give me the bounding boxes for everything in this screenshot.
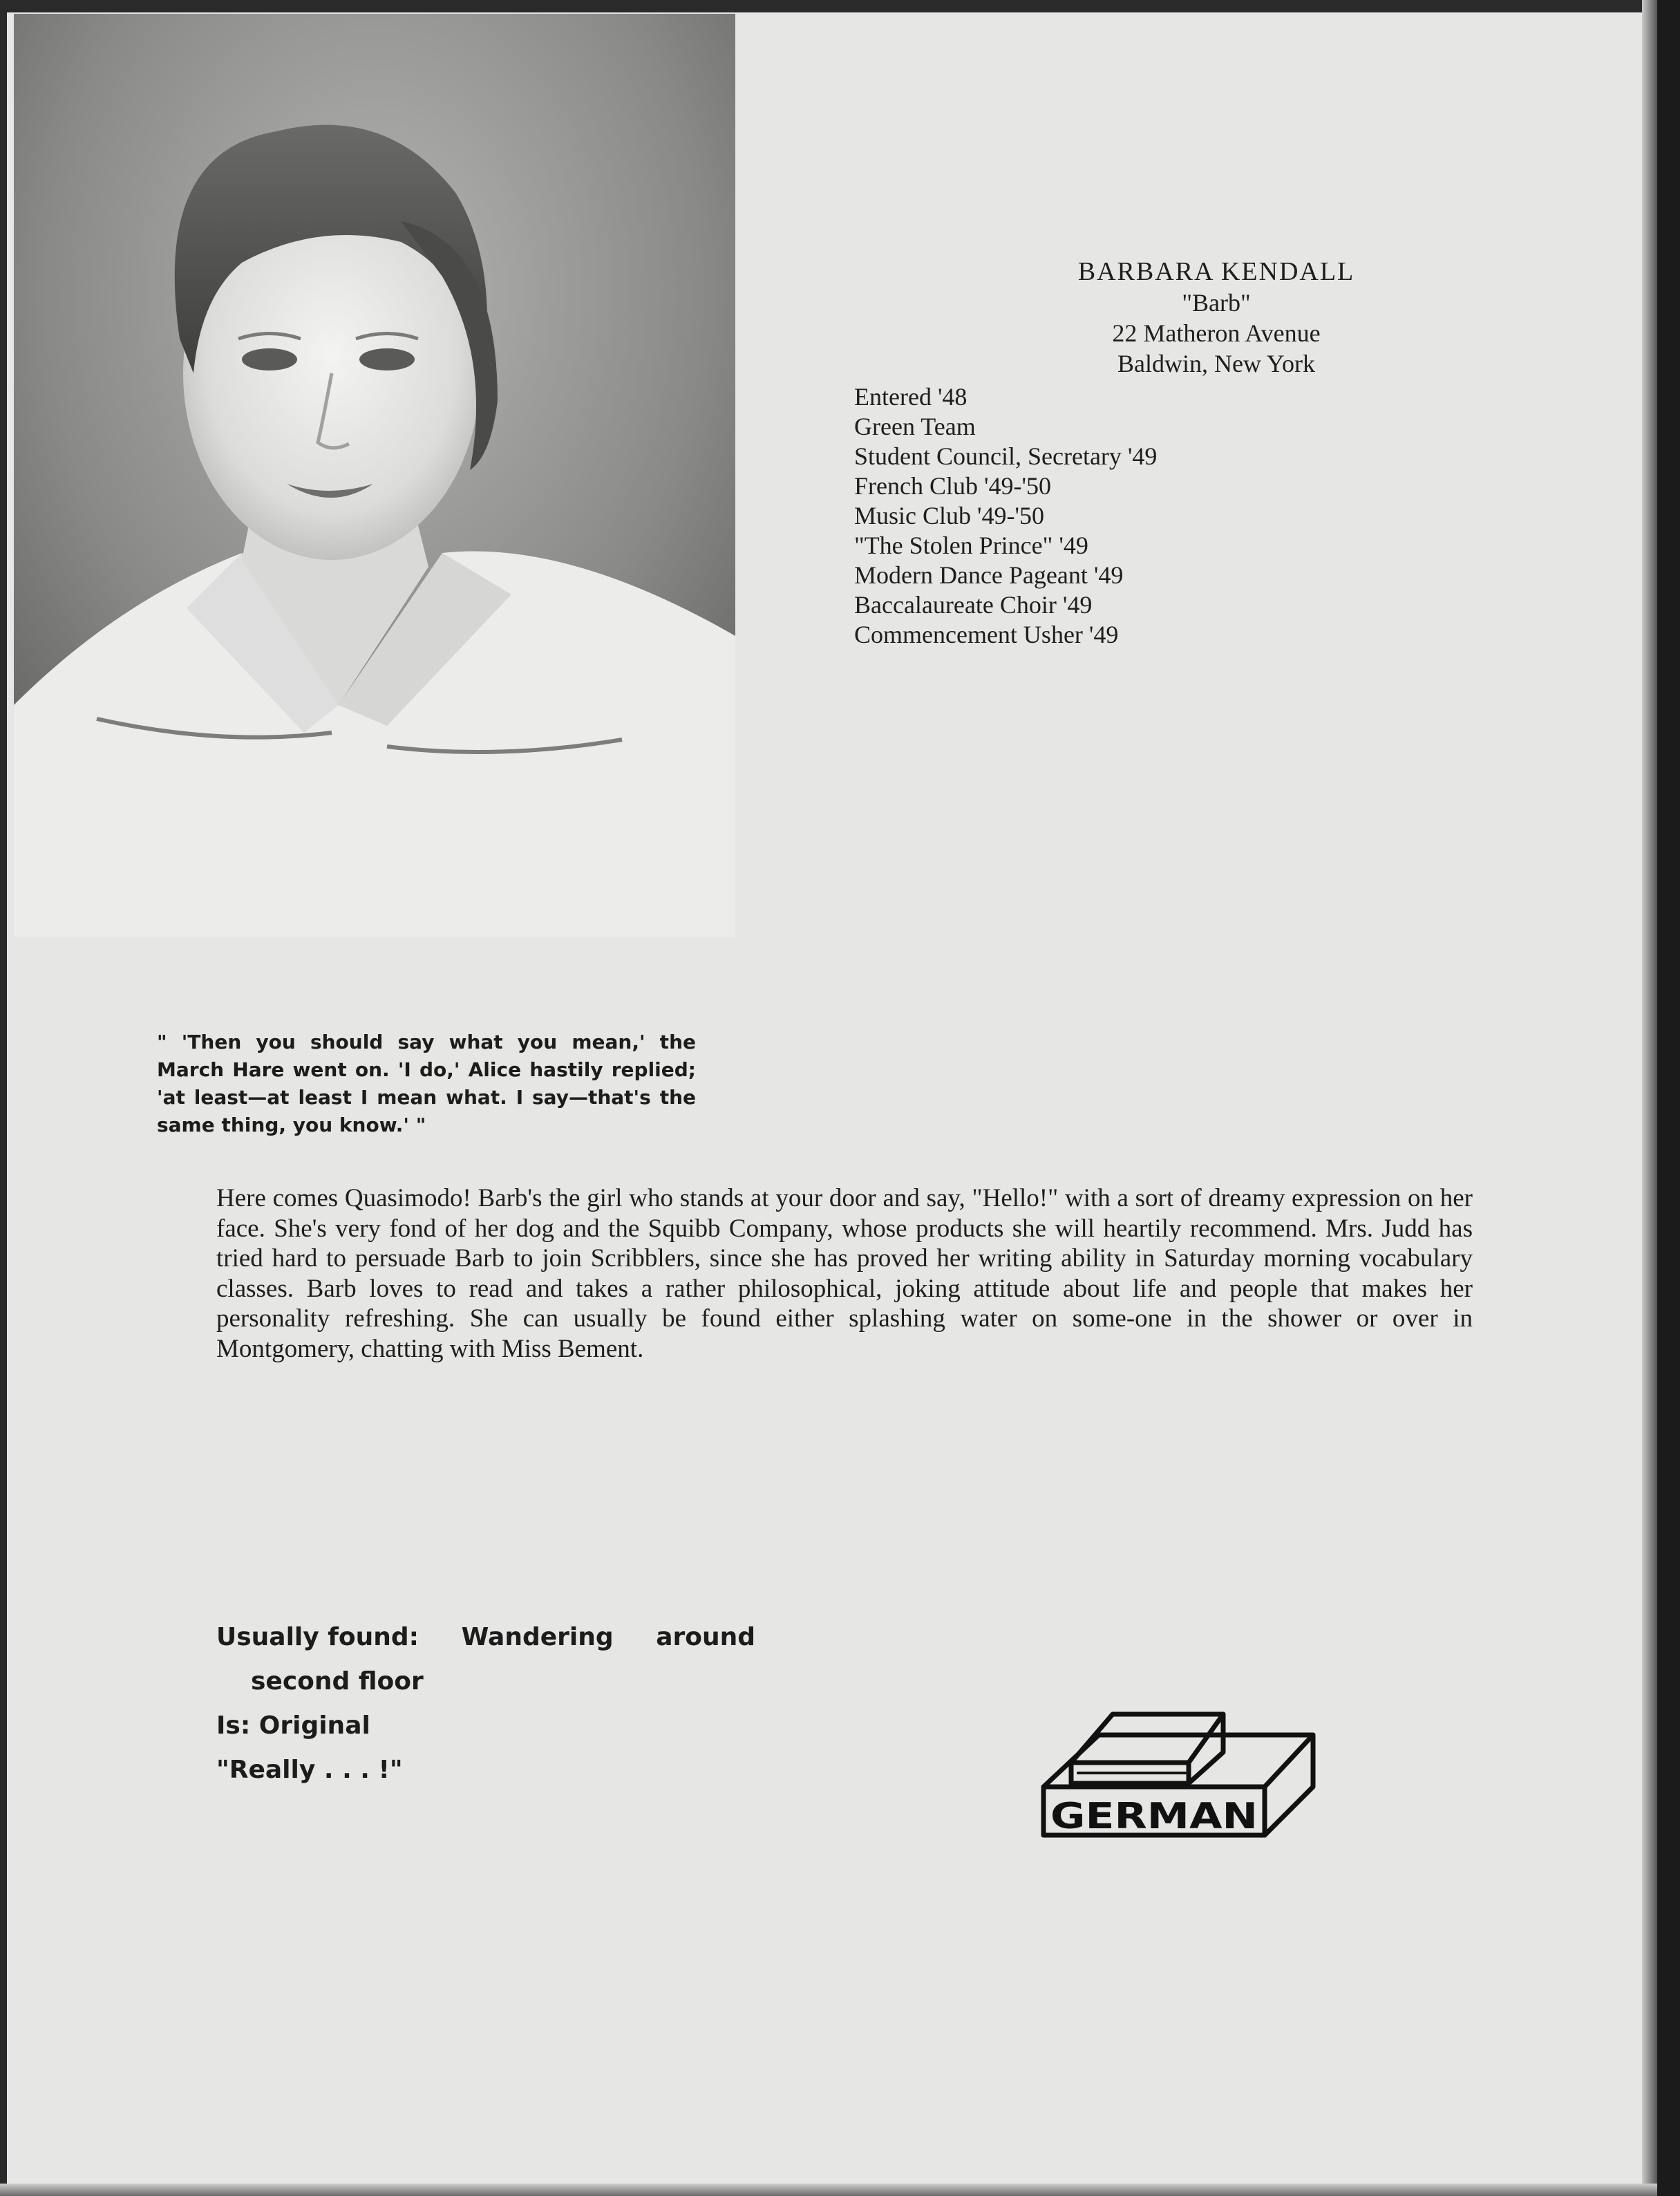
usually-found-value-1: Wandering [461,1623,614,1651]
activity-item: Commencement Usher '49 [854,621,1119,648]
activity-item: Entered '48 [854,383,968,411]
page-binding-shadow [1642,0,1657,2196]
activity-item: Student Council, Secretary '49 [854,442,1158,470]
usually-found-row [216,1615,755,1660]
usually-found-value-2: around [656,1623,755,1651]
student-facts [216,1615,755,1792]
german-books-drawing [1037,1687,1341,1846]
activity-item: "The Stolen Prince" '49 [854,532,1088,559]
activity-item: Baccalaureate Choir '49 [854,591,1093,619]
page-left-edge [0,0,7,2196]
student-city: Baldwin, New York [1117,350,1315,377]
student-street: 22 Matheron Avenue [1112,319,1321,347]
student-quote: " 'Then you should say what you mean,' the March Hare went on. 'I do,' Alice hastily replied; 'at least—at least I mean what. I say—that's the same thing, you know.' " [157,1031,696,1136]
saying: "Really . . . !" [216,1756,403,1784]
activities-list [854,382,1476,650]
usually-found-value-3: second floor [251,1667,424,1696]
activity-item: Modern Dance Pageant '49 [854,561,1124,589]
books-sketch-icon [1037,1687,1341,1846]
page-top-edge [0,0,1657,12]
sketch-label: GERMAN [1050,1796,1258,1837]
portrait-photo [14,14,735,937]
student-header [788,256,1645,379]
activity-item: French Club '49-'50 [854,472,1051,500]
is-original: Is: Original [216,1711,370,1740]
student-biography: Here comes Quasimodo! Barb's the girl who stands at your door and say, "Hello!" with a sort of dreamy expression on her face. She's very fond of her dog and the Squibb Company, whose products she will heartily recommend. Mrs. Judd has tried hard to persuade Barb to join Scribblers, since she has proved her writing ability in Saturday morning vocabulary classes. Barb loves to read and takes a rather philosophical, joking attitude about life and people that makes her personality refreshing. She can usually be found either splashing water on some-one in the shower or over in Montgomery, chatting with Miss Bement. [216,1184,1473,1363]
page-bottom-shadow [0,2184,1657,2196]
activity-item: Green Team [854,413,976,440]
activity-item: Music Club '49-'50 [854,502,1044,529]
student-nickname: "Barb" [1182,289,1251,317]
student-name: BARBARA KENDALL [1077,257,1355,286]
portrait-image [14,14,735,937]
usually-found-label: Usually found: [216,1623,419,1651]
